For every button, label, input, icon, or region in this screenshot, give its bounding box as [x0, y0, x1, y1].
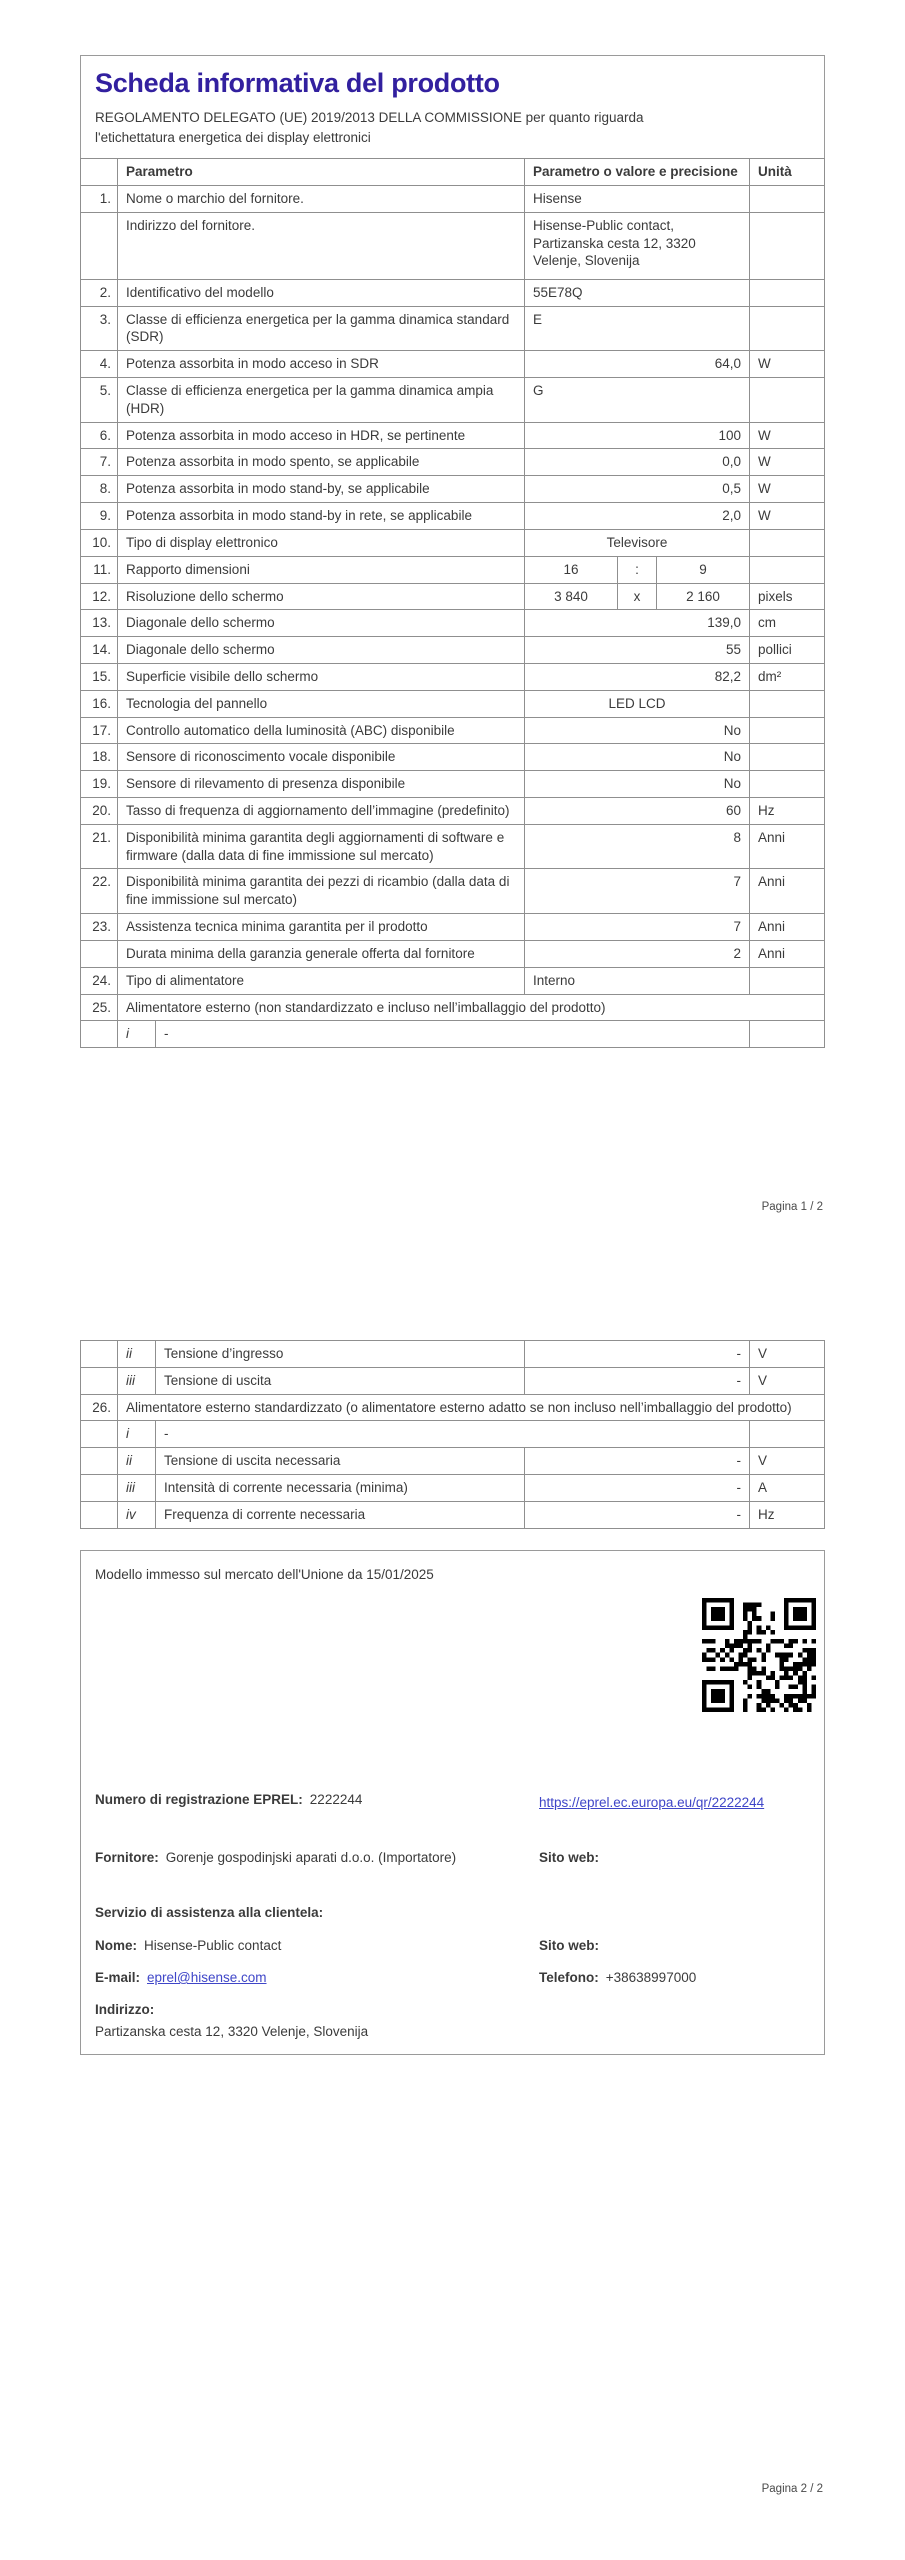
row-number: 1. [81, 185, 118, 212]
param-cell-merged: Alimentatore esterno standardizzato (o alimentatore esterno adatto se non incluso nell’imballaggio del prodotto) [118, 1394, 825, 1421]
row-number: 9. [81, 503, 118, 530]
table-row [81, 583, 825, 610]
param-cell: Tecnologia del pannello [118, 690, 525, 717]
supplier-label: Fornitore: [95, 1850, 159, 1865]
value-cell-a: 16 [524, 556, 617, 583]
value-cell: No [524, 717, 749, 744]
row-number: 14. [81, 637, 118, 664]
unit-cell: Anni [750, 869, 825, 914]
unit-cell: dm² [750, 663, 825, 690]
table-row [81, 476, 825, 503]
value-cell: G [524, 378, 749, 423]
value-cell: - [156, 1421, 750, 1448]
value-cell: No [524, 771, 749, 798]
roman-index-cell: i [118, 1021, 156, 1048]
page-title: Scheda informativa del prodotto [95, 68, 500, 98]
param-cell: Sensore di rilevamento di presenza disponibile [118, 771, 525, 798]
row-number: 3. [81, 306, 118, 351]
param-cell: Tipo di alimentatore [118, 967, 525, 994]
unit-cell: Anni [750, 940, 825, 967]
row-number: 13. [81, 610, 118, 637]
row-number: 22. [81, 869, 118, 914]
eprel-registration-row [95, 1791, 362, 1810]
value-cell: - [524, 1341, 749, 1368]
param-cell: Classe di efficienza energetica per la gamma dinamica ampia (HDR) [118, 378, 525, 423]
param-cell: Assistenza tecnica minima garantita per il prodotto [118, 914, 525, 941]
contact-name-row [95, 1937, 281, 1956]
unit-cell [750, 378, 825, 423]
row-number: 23. [81, 914, 118, 941]
table-row [81, 1367, 825, 1394]
param-cell: Diagonale dello schermo [118, 610, 525, 637]
customer-service-heading: Servizio di assistenza alla clientela: [95, 1905, 324, 1920]
table-row [81, 1475, 825, 1502]
param-cell-merged: Alimentatore esterno (non standardizzato e incluso nell’imballaggio del prodotto) [118, 994, 825, 1021]
product-parameters-table-page1 [80, 158, 825, 1048]
value-separator: : [617, 556, 656, 583]
row-number: 2. [81, 279, 118, 306]
param-cell: Controllo automatico della luminosità (ABC) disponibile [118, 717, 525, 744]
value-cell: - [524, 1448, 749, 1475]
param-cell: Potenza assorbita in modo stand-by in rete, se applicabile [118, 503, 525, 530]
regulation-subtitle: REGOLAMENTO DELEGATO (UE) 2019/2013 DELLA COMMISSIONE per quanto riguarda l'etichettatura energetica dei display elettronici [95, 110, 644, 145]
table-row [81, 1021, 825, 1048]
row-number: 6. [81, 422, 118, 449]
row-number: 4. [81, 351, 118, 378]
value-cell: Hisense [524, 185, 749, 212]
row-number: 19. [81, 771, 118, 798]
unit-cell [750, 771, 825, 798]
table-header-row [81, 159, 825, 186]
table-row [81, 449, 825, 476]
value-cell: 139,0 [524, 610, 749, 637]
table-row [81, 1421, 825, 1448]
row-number: 18. [81, 744, 118, 771]
table-row [81, 967, 825, 994]
unit-cell [750, 690, 825, 717]
param-cell: Indirizzo del fornitore. [118, 212, 525, 279]
value-cell: 55E78Q [524, 279, 749, 306]
table-row [81, 1501, 825, 1528]
value-cell-b: 9 [656, 556, 749, 583]
page1-card [80, 55, 825, 1048]
unit-cell: pixels [750, 583, 825, 610]
value-cell: 8 [524, 824, 749, 869]
table-row [81, 529, 825, 556]
param-cell: Superficie visibile dello schermo [118, 663, 525, 690]
roman-index-cell: iv [118, 1501, 156, 1528]
supplier-row [95, 1849, 527, 1868]
unit-cell: W [750, 476, 825, 503]
table-row [81, 556, 825, 583]
value-cell: E [524, 306, 749, 351]
unit-cell [750, 967, 825, 994]
param-cell: Tasso di frequenza di aggiornamento dell’immagine (predefinito) [118, 798, 525, 825]
value-cell: 82,2 [524, 663, 749, 690]
param-cell: Potenza assorbita in modo spento, se applicabile [118, 449, 525, 476]
address-label: Indirizzo: [95, 2002, 155, 2017]
eprel-number: 2222244 [309, 1792, 363, 1807]
page1-footer: Pagina 1 / 2 [761, 1201, 823, 1213]
row-number [81, 940, 118, 967]
value-cell: - [156, 1021, 750, 1048]
email-row [95, 1969, 267, 1988]
row-number: 8. [81, 476, 118, 503]
row-number: 24. [81, 967, 118, 994]
param-cell: Tensione d’ingresso [156, 1341, 525, 1368]
table-row [81, 610, 825, 637]
row-number: 25. [81, 994, 118, 1021]
value-cell: 2 [524, 940, 749, 967]
table-row [81, 185, 825, 212]
table-row [81, 717, 825, 744]
param-cell: Diagonale dello schermo [118, 637, 525, 664]
roman-index-cell: ii [118, 1448, 156, 1475]
table-row [81, 212, 825, 279]
unit-cell [750, 1421, 825, 1448]
telephone-row [539, 1969, 696, 1988]
value-cell: - [524, 1475, 749, 1502]
row-number [81, 1341, 118, 1368]
unit-cell: cm [750, 610, 825, 637]
unit-cell: V [750, 1341, 825, 1368]
unit-cell: W [750, 351, 825, 378]
table-row [81, 914, 825, 941]
table-row [81, 1394, 825, 1421]
unit-cell: pollici [750, 637, 825, 664]
table-row [81, 663, 825, 690]
unit-cell [750, 717, 825, 744]
param-cell: Risoluzione dello schermo [118, 583, 525, 610]
value-cell-b: 2 160 [656, 583, 749, 610]
param-cell: Potenza assorbita in modo acceso in HDR, se pertinente [118, 422, 525, 449]
value-cell: 55 [524, 637, 749, 664]
table-row [81, 279, 825, 306]
roman-index-cell: ii [118, 1341, 156, 1368]
value-cell: 100 [524, 422, 749, 449]
value-cell: 0,5 [524, 476, 749, 503]
header-param: Parametro [118, 159, 525, 186]
unit-cell [750, 185, 825, 212]
value-cell: 0,0 [524, 449, 749, 476]
table-row [81, 771, 825, 798]
table-row [81, 378, 825, 423]
value-cell: Hisense-Public contact, Partizanska cesta 12, 3320 Velenje, Slovenija [524, 212, 749, 279]
row-number: 10. [81, 529, 118, 556]
market-entry-text: Modello immesso sul mercato dell'Unione da 15/01/2025 [95, 1567, 434, 1582]
unit-cell [750, 306, 825, 351]
table-row [81, 690, 825, 717]
table-row [81, 869, 825, 914]
unit-cell: W [750, 503, 825, 530]
param-cell: Disponibilità minima garantita dei pezzi di ricambio (dalla data di fine immissione sul mercato) [118, 869, 525, 914]
header-value: Parametro o valore e precisione [524, 159, 749, 186]
row-number [81, 1421, 118, 1448]
contact-name: Hisense-Public contact [144, 1938, 282, 1953]
param-cell: Potenza assorbita in modo acceso in SDR [118, 351, 525, 378]
row-number [81, 1501, 118, 1528]
row-number: 15. [81, 663, 118, 690]
row-number [81, 212, 118, 279]
table-row [81, 1448, 825, 1475]
value-cell: - [524, 1501, 749, 1528]
unit-cell: W [750, 449, 825, 476]
unit-cell: V [750, 1367, 825, 1394]
telephone-number: +38638997000 [605, 1970, 697, 1985]
table-row [81, 940, 825, 967]
qr-code [702, 1598, 816, 1712]
table-row [81, 422, 825, 449]
telephone-label: Telefono: [539, 1970, 599, 1985]
table-row [81, 351, 825, 378]
unit-cell: W [750, 422, 825, 449]
param-cell: Tensione di uscita [156, 1367, 525, 1394]
table-row [81, 306, 825, 351]
value-cell: 7 [524, 869, 749, 914]
row-number: 26. [81, 1394, 118, 1421]
table-row [81, 994, 825, 1021]
unit-cell [750, 556, 825, 583]
header-unit: Unità [750, 159, 825, 186]
table-row [81, 1341, 825, 1368]
unit-cell [750, 529, 825, 556]
table-row [81, 798, 825, 825]
unit-cell: Anni [750, 914, 825, 941]
supplier-name: Gorenje gospodinjski aparati d.o.o. (Importatore) [165, 1850, 457, 1865]
page2-footer: Pagina 2 / 2 [761, 2483, 823, 2495]
email-link[interactable]: eprel@hisense.com [147, 1970, 267, 1985]
value-cell: 64,0 [524, 351, 749, 378]
row-number: 20. [81, 798, 118, 825]
table-row [81, 637, 825, 664]
header-num [81, 159, 118, 186]
param-cell: Classe di efficienza energetica per la gamma dinamica standard (SDR) [118, 306, 525, 351]
param-cell: Nome o marchio del fornitore. [118, 185, 525, 212]
unit-cell: Hz [750, 1501, 825, 1528]
website-label-2: Sito web: [539, 1938, 599, 1953]
email-label: E-mail: [95, 1970, 141, 1985]
value-cell: Interno [524, 967, 749, 994]
row-number [81, 1448, 118, 1475]
unit-cell [750, 744, 825, 771]
value-cell: No [524, 744, 749, 771]
row-number: 12. [81, 583, 118, 610]
value-cell: 7 [524, 914, 749, 941]
param-cell: Identificativo del modello [118, 279, 525, 306]
roman-index-cell: i [118, 1421, 156, 1448]
value-cell: Televisore [524, 529, 749, 556]
value-cell: - [524, 1367, 749, 1394]
param-cell: Intensità di corrente necessaria (minima) [156, 1475, 525, 1502]
unit-cell [750, 1021, 825, 1048]
unit-cell: Hz [750, 798, 825, 825]
row-number: 21. [81, 824, 118, 869]
param-cell: Rapporto dimensioni [118, 556, 525, 583]
row-number [81, 1021, 118, 1048]
product-parameters-table-page2 [80, 1340, 825, 1529]
param-cell: Tipo di display elettronico [118, 529, 525, 556]
eprel-label: Numero di registrazione EPREL: [95, 1792, 303, 1807]
table-row [81, 503, 825, 530]
table-row [81, 824, 825, 869]
row-number: 17. [81, 717, 118, 744]
name-label: Nome: [95, 1938, 138, 1953]
param-cell: Tensione di uscita necessaria [156, 1448, 525, 1475]
row-number: 5. [81, 378, 118, 423]
row-number [81, 1367, 118, 1394]
param-cell: Frequenza di corrente necessaria [156, 1501, 525, 1528]
address-value: Partizanska cesta 12, 3320 Velenje, Slovenija [95, 2024, 369, 2039]
registration-contact-card [80, 1550, 825, 2055]
unit-cell [750, 212, 825, 279]
unit-cell: Anni [750, 824, 825, 869]
table-row [81, 744, 825, 771]
unit-cell: V [750, 1448, 825, 1475]
unit-cell [750, 279, 825, 306]
roman-index-cell: iii [118, 1475, 156, 1502]
value-cell: LED LCD [524, 690, 749, 717]
row-number [81, 1475, 118, 1502]
row-number: 11. [81, 556, 118, 583]
param-cell: Durata minima della garanzia generale offerta dal fornitore [118, 940, 525, 967]
row-number: 16. [81, 690, 118, 717]
row-number: 7. [81, 449, 118, 476]
value-cell: 2,0 [524, 503, 749, 530]
param-cell: Sensore di riconoscimento vocale disponibile [118, 744, 525, 771]
website-label-1: Sito web: [539, 1850, 599, 1865]
roman-index-cell: iii [118, 1367, 156, 1394]
param-cell: Potenza assorbita in modo stand-by, se applicabile [118, 476, 525, 503]
unit-cell: A [750, 1475, 825, 1502]
value-separator: x [617, 583, 656, 610]
param-cell: Disponibilità minima garantita degli aggiornamenti di software e firmware (dalla data di fine immissione sul mercato) [118, 824, 525, 869]
value-cell: 60 [524, 798, 749, 825]
eprel-link[interactable]: https://eprel.ec.europa.eu/qr/2222244 [539, 1795, 765, 1810]
value-cell-a: 3 840 [524, 583, 617, 610]
